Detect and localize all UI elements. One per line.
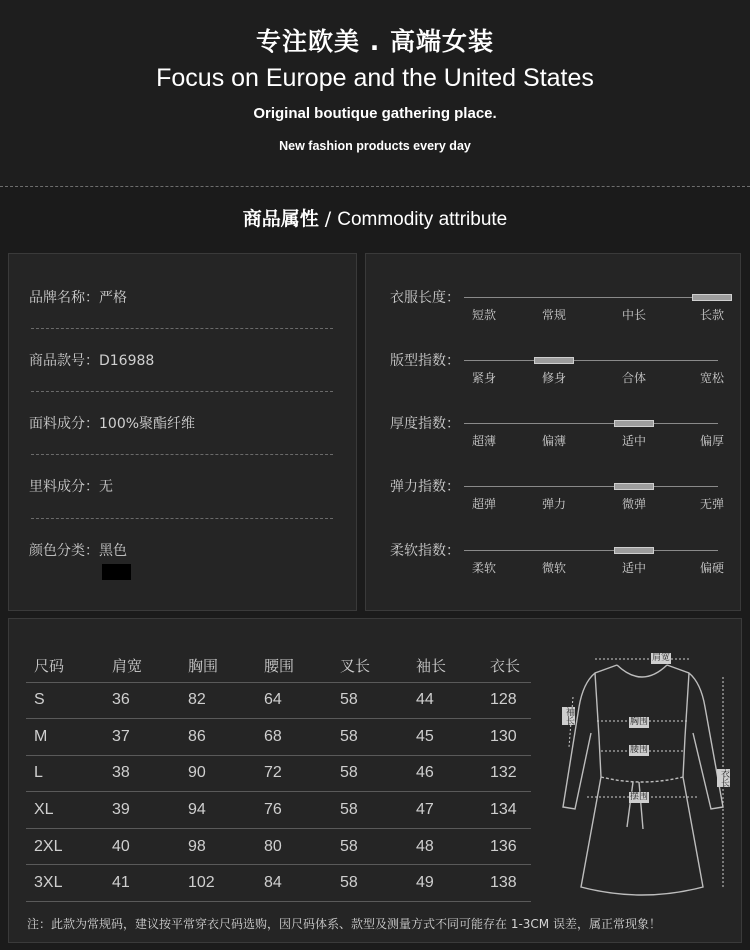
- scale-option: 偏薄: [541, 434, 566, 448]
- header-tagline: New fashion products every day: [279, 139, 471, 153]
- header-cn-title: 专注欧美 . 高端女装: [256, 27, 494, 56]
- scale-option: 合体: [621, 371, 646, 385]
- table-row: [26, 755, 531, 792]
- scale-option: 宽松: [699, 371, 724, 385]
- header-subtitle: Original boutique gathering place.: [253, 105, 497, 122]
- size-cell: 58: [332, 865, 408, 902]
- size-cell: 2XL: [26, 828, 104, 865]
- size-cell: 58: [332, 792, 408, 829]
- size-cell: 90: [180, 755, 256, 792]
- size-cell: 80: [256, 828, 332, 865]
- chest-tag: 胸围: [630, 717, 649, 727]
- scale-option: 超弹: [471, 497, 496, 511]
- brand-header: [0, 0, 750, 186]
- size-cell: 130: [482, 719, 531, 756]
- scale-option: 超薄: [471, 434, 496, 448]
- scale-option: 偏厚: [699, 434, 724, 448]
- attribute-color: 颜色分类：黑色: [29, 543, 127, 559]
- size-cell: 68: [256, 719, 332, 756]
- attribute-fabric: 面料成分：100%聚酯纤维: [29, 416, 196, 432]
- scale-option: 长款: [699, 308, 724, 322]
- size-header-cell: 衣长: [482, 649, 531, 682]
- attribute-style-number: 商品款号：D16988: [29, 353, 155, 369]
- size-cell: 72: [256, 755, 332, 792]
- scale-option: 适中: [621, 561, 646, 575]
- scale-option: 无弹: [699, 497, 724, 511]
- size-cell: 3XL: [26, 865, 104, 902]
- size-chart-panel: [8, 618, 742, 943]
- scale-label: 厚度指数：: [390, 416, 460, 432]
- scale-option: 柔软: [471, 561, 496, 575]
- section-title-en: Commodity attribute: [337, 209, 508, 230]
- table-row: [26, 792, 531, 829]
- scale-label: 弹力指数：: [390, 479, 460, 495]
- scale-marker: [534, 357, 574, 364]
- scale-option: 修身: [541, 371, 566, 385]
- scale-option: 弹力: [541, 497, 566, 511]
- section-title-slash: /: [318, 208, 338, 230]
- scale-option: 偏硬: [699, 561, 724, 575]
- size-cell: 58: [332, 682, 408, 719]
- waist-tag: 腰围: [630, 745, 649, 755]
- size-cell: 102: [180, 865, 256, 902]
- size-cell: M: [26, 719, 104, 756]
- size-cell: 58: [332, 755, 408, 792]
- attribute-divider: [31, 391, 333, 392]
- size-table-header: [26, 649, 531, 682]
- dress-measurement-diagram: [547, 637, 737, 909]
- scale-option: 短款: [471, 308, 496, 322]
- size-header-cell: 腰围: [256, 649, 332, 682]
- scale-track: [464, 360, 718, 361]
- scale-label: 版型指数：: [390, 353, 460, 369]
- table-row: [26, 865, 531, 902]
- size-header-cell: 肩宽: [104, 649, 180, 682]
- scale-track: [464, 423, 718, 424]
- size-header-cell: 袖长: [408, 649, 482, 682]
- size-cell: 47: [408, 792, 482, 829]
- scale-option: 微软: [541, 561, 566, 575]
- size-cell: 40: [104, 828, 180, 865]
- size-cell: 48: [408, 828, 482, 865]
- scale-label: 衣服长度：: [390, 290, 460, 306]
- color-swatch-black: [102, 564, 131, 580]
- size-cell: 58: [332, 828, 408, 865]
- size-table: [26, 649, 531, 902]
- scale-option: 中长: [621, 308, 646, 322]
- size-cell: XL: [26, 792, 104, 829]
- section-title-cn: 商品属性: [242, 208, 319, 230]
- scale-marker: [614, 547, 654, 554]
- size-cell: 138: [482, 865, 531, 902]
- shoulder-width-tag: 肩宽: [652, 653, 671, 663]
- header-divider: [0, 186, 750, 187]
- size-cell: 58: [332, 719, 408, 756]
- table-row: [26, 682, 531, 719]
- size-header-cell: 叉长: [332, 649, 408, 682]
- size-cell: 46: [408, 755, 482, 792]
- size-cell: 37: [104, 719, 180, 756]
- size-cell: 136: [482, 828, 531, 865]
- size-note: 注：此款为常规码，建议按平常穿衣尺码选购，因尺码体系、款型及测量方式不同可能存在 1-3CM 误差，属正常现象！: [27, 917, 661, 931]
- scale-option: 适中: [621, 434, 646, 448]
- scale-label: 柔软指数：: [390, 543, 460, 559]
- size-header-cell: 胸围: [180, 649, 256, 682]
- scale-option: 微弹: [621, 497, 646, 511]
- size-cell: 39: [104, 792, 180, 829]
- size-cell: 128: [482, 682, 531, 719]
- size-cell: 64: [256, 682, 332, 719]
- hem-tag: 摆围: [630, 792, 649, 802]
- scale-option: 紧身: [471, 371, 496, 385]
- attribute-divider: [31, 518, 333, 519]
- size-cell: 36: [104, 682, 180, 719]
- size-cell: 76: [256, 792, 332, 829]
- attribute-lining: 里料成分：无: [29, 479, 113, 495]
- attribute-divider: [31, 454, 333, 455]
- size-cell: S: [26, 682, 104, 719]
- scale-track: [464, 550, 718, 551]
- attribute-brand: 品牌名称：严格: [29, 290, 127, 306]
- size-header-cell: 尺码: [26, 649, 104, 682]
- size-cell: 86: [180, 719, 256, 756]
- scale-track: [464, 297, 718, 298]
- size-cell: 45: [408, 719, 482, 756]
- size-cell: 49: [408, 865, 482, 902]
- size-cell: 44: [408, 682, 482, 719]
- length-tag: 衣长: [719, 769, 729, 787]
- table-row: [26, 828, 531, 865]
- size-cell: 98: [180, 828, 256, 865]
- attribute-divider: [31, 328, 333, 329]
- scale-marker: [614, 420, 654, 427]
- attribute-list-panel: [8, 253, 357, 611]
- header-en-title: Focus on Europe and the United States: [156, 64, 594, 92]
- size-cell: 134: [482, 792, 531, 829]
- size-cell: 84: [256, 865, 332, 902]
- size-cell: 38: [104, 755, 180, 792]
- sleeve-length-tag: 袖长: [564, 707, 574, 725]
- section-title: [0, 204, 750, 231]
- size-cell: 82: [180, 682, 256, 719]
- scale-option: 常规: [541, 308, 566, 322]
- size-cell: 132: [482, 755, 531, 792]
- size-cell: 41: [104, 865, 180, 902]
- scale-marker: [692, 294, 732, 301]
- size-cell: 94: [180, 792, 256, 829]
- table-row: [26, 719, 531, 756]
- scale-track: [464, 486, 718, 487]
- attribute-scales-panel: [365, 253, 741, 611]
- scale-marker: [614, 483, 654, 490]
- size-cell: L: [26, 755, 104, 792]
